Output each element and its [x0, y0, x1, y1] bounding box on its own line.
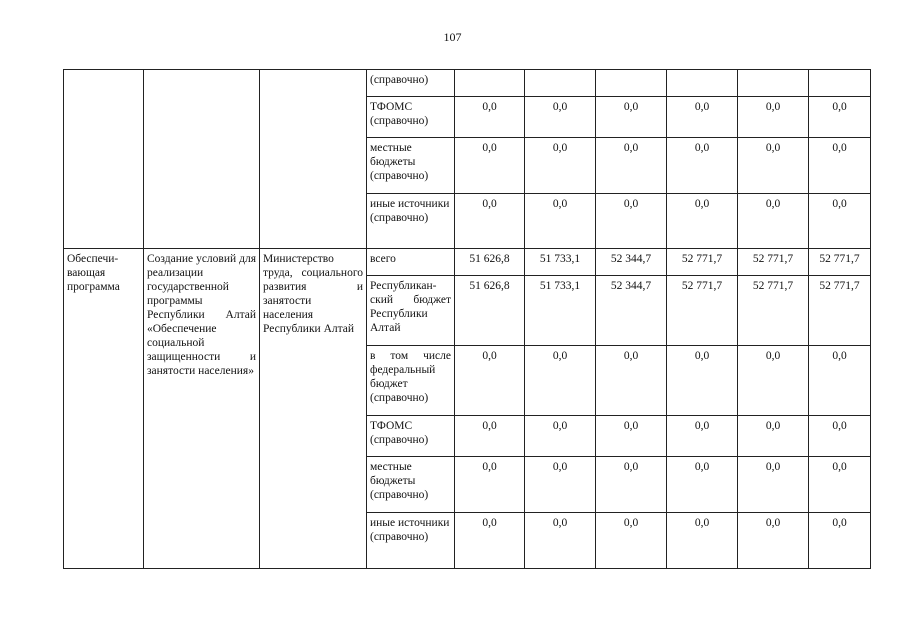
budget-table: [63, 69, 871, 569]
value-cell: 0,0: [525, 346, 596, 416]
value-cell: 52 771,7: [738, 276, 809, 346]
value-cell: 0,0: [525, 138, 596, 194]
source-cell: иные источники (справочно): [367, 513, 455, 569]
value-cell: 0,0: [667, 138, 738, 194]
value-cell: 0,0: [596, 97, 667, 138]
executor-cell-empty: [260, 70, 367, 249]
value-cell: 0,0: [596, 194, 667, 249]
value-cell: 0,0: [809, 194, 871, 249]
program-cell-empty: [64, 70, 144, 249]
value-cell: 0,0: [455, 457, 525, 513]
value-cell: 0,0: [596, 416, 667, 457]
value-cell: 52 344,7: [596, 276, 667, 346]
source-cell: местные бюджеты (справочно): [367, 457, 455, 513]
value-cell: [525, 70, 596, 97]
value-cell: 0,0: [455, 138, 525, 194]
value-cell: 0,0: [667, 457, 738, 513]
value-cell: 0,0: [809, 416, 871, 457]
value-cell: 52 344,7: [596, 249, 667, 276]
source-cell: (справочно): [367, 70, 455, 97]
value-cell: 0,0: [525, 97, 596, 138]
value-cell: 0,0: [525, 513, 596, 569]
value-cell: 0,0: [809, 513, 871, 569]
value-cell: 0,0: [596, 346, 667, 416]
value-cell: 52 771,7: [809, 249, 871, 276]
value-cell: [809, 70, 871, 97]
page-number: 107: [443, 30, 462, 44]
value-cell: 0,0: [738, 346, 809, 416]
value-cell: 0,0: [455, 346, 525, 416]
value-cell: 51 733,1: [525, 276, 596, 346]
value-cell: 0,0: [809, 97, 871, 138]
source-cell: местные бюджеты (справочно): [367, 138, 455, 194]
value-cell: 0,0: [596, 457, 667, 513]
source-cell: ТФОМС (справочно): [367, 416, 455, 457]
value-cell: 52 771,7: [738, 249, 809, 276]
value-cell: 0,0: [525, 416, 596, 457]
value-cell: 0,0: [738, 457, 809, 513]
value-cell: 0,0: [667, 346, 738, 416]
table-row: [64, 249, 871, 276]
value-cell: 0,0: [667, 97, 738, 138]
source-cell: в том числе федеральный бюджет (справочно): [367, 346, 455, 416]
value-cell: 0,0: [525, 194, 596, 249]
value-cell: [596, 70, 667, 97]
value-cell: 0,0: [455, 416, 525, 457]
name-cell-empty: [144, 70, 260, 249]
value-cell: 0,0: [738, 138, 809, 194]
value-cell: [455, 70, 525, 97]
value-cell: 0,0: [809, 457, 871, 513]
executor-cell: Министерство труда, социального развития и занятости населения Республики Алтай: [260, 249, 367, 569]
value-cell: 0,0: [738, 513, 809, 569]
value-cell: 52 771,7: [809, 276, 871, 346]
table-row: [64, 70, 871, 97]
source-cell: ТФОМС (справочно): [367, 97, 455, 138]
source-cell: иные источники (справочно): [367, 194, 455, 249]
source-cell: всего: [367, 249, 455, 276]
value-cell: 51 626,8: [455, 276, 525, 346]
value-cell: 0,0: [738, 416, 809, 457]
value-cell: 0,0: [809, 346, 871, 416]
value-cell: 51 733,1: [525, 249, 596, 276]
value-cell: 0,0: [738, 97, 809, 138]
value-cell: 0,0: [455, 97, 525, 138]
value-cell: 0,0: [738, 194, 809, 249]
value-cell: 0,0: [596, 513, 667, 569]
value-cell: 0,0: [809, 138, 871, 194]
program-cell: Обеспечи-вающая программа: [64, 249, 144, 569]
value-cell: 0,0: [525, 457, 596, 513]
value-cell: 52 771,7: [667, 249, 738, 276]
value-cell: 51 626,8: [455, 249, 525, 276]
program-name-cell: Создание условий для реализации государственной программы Республики Алтай «Обеспечение социальной защищенности и занятости населения»: [144, 249, 260, 569]
value-cell: [667, 70, 738, 97]
value-cell: [738, 70, 809, 97]
source-cell: Республикан-ский бюджет Республики Алтай: [367, 276, 455, 346]
value-cell: 0,0: [596, 138, 667, 194]
value-cell: 52 771,7: [667, 276, 738, 346]
value-cell: 0,0: [667, 194, 738, 249]
value-cell: 0,0: [455, 513, 525, 569]
value-cell: 0,0: [667, 416, 738, 457]
value-cell: 0,0: [455, 194, 525, 249]
value-cell: 0,0: [667, 513, 738, 569]
